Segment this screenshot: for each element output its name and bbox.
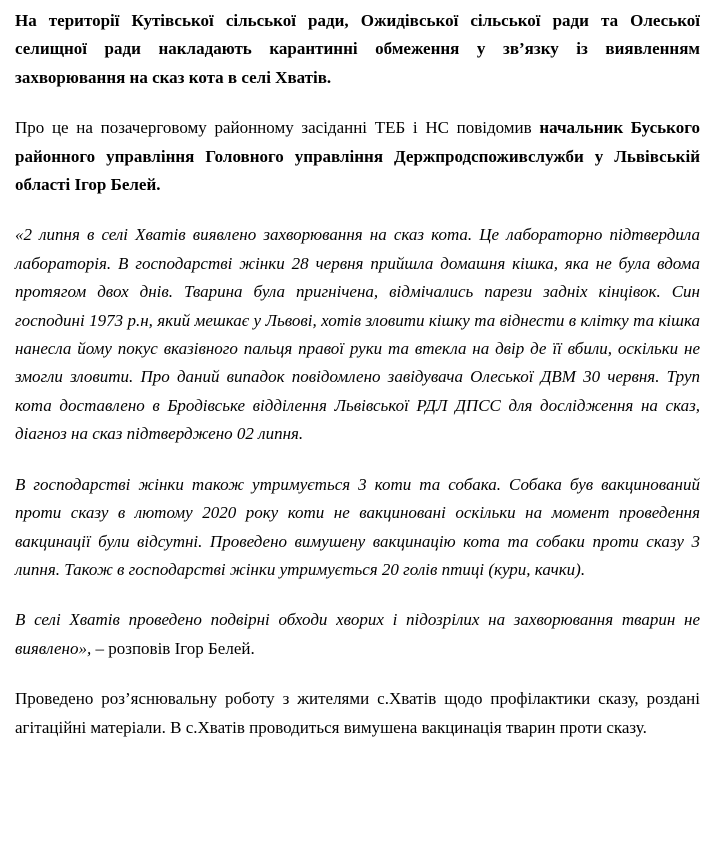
text-run-regular: Проведено роз’яснювальну роботу з жителями с.Хватів щодо профілактики сказу, роздані агітаційні матеріали. В с.Хватів проводиться вимушена вакцинація тварин проти сказу. xyxy=(15,689,700,737)
text-run-italic: В селі Хватів проведено подвірні обходи хворих і підозрілих на захворювання тварин не виявлено», xyxy=(15,610,700,658)
paragraph-prevention-measures xyxy=(15,685,700,742)
text-run-regular: – розповів Ігор Белей. xyxy=(91,638,255,658)
paragraph-official-attribution xyxy=(15,114,700,199)
text-run-regular: Про це на позачерговому районному засіданні ТЕБ і НС повідомив xyxy=(15,118,540,138)
text-run-italic: В господарстві жінки також утримується 3 коти та собака. Собака був вакцинований проти сказу в лютому 2020 року коти не вакциновані оскільки на момент проведення вакцинації були відсутні. Проведено вимушену вакцинацію кота та собаки проти сказу 3 липня. Також в господарстві жінки утримується 20 голів птиці (кури, качки). xyxy=(15,474,700,579)
text-run-bold: начальник Буського районного управління Головного управління Держпродспоживслужби у Львівській області Ігор Белей. xyxy=(15,118,700,195)
paragraph-quarantine-lead xyxy=(15,7,700,92)
paragraph-quote-closing xyxy=(15,606,700,663)
paragraph-quote-case-details xyxy=(15,221,700,448)
text-run-italic: «2 липня в селі Хватів виявлено захворювання на сказ кота. Це лабораторно підтвердила лабораторія. В господарстві жінки 28 червня прийшла домашня кішка, яка не була вдома протягом двох днів. Тварина була пригнічена, відмічались парези задніх кінцівок. Син господині 1973 р.н, який мешкає у Львові, хотів зловити кішку та віднести в клітку та кішка нанесла йому покус вказівного пальця правої руки та втекла на двір де її вбили, оскільки не змогли зловити. Про даний випадок повідомлено завідувача Олеської ДВМ 30 червня. Труп кота доставлено в Бродівське відділення Львівської РДЛ ДПСС для дослідження на сказ, діагноз на сказ підтверджено 02 липня. xyxy=(15,225,700,444)
text-run-bold: На території Кутівської сільської ради, Ожидівської сільської ради та Олеської селищної ради накладають карантинні обмеження у зв’язку із виявленням захворювання на сказ кота в селі Хватів. xyxy=(15,11,700,87)
paragraph-quote-household-animals xyxy=(15,471,700,585)
